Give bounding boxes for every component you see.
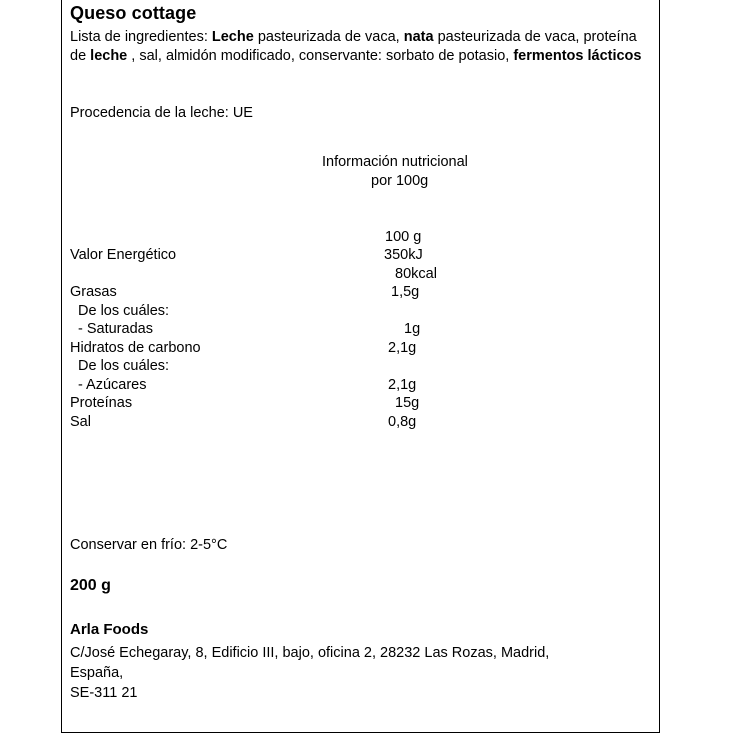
protein-label: Proteínas bbox=[70, 395, 133, 411]
ingredient-text: , sal, almidón modificado, conservante: sorbato de potasio, bbox=[127, 48, 514, 64]
energy-kcal-value: 80kcal bbox=[395, 266, 437, 282]
saturated-value: 1g bbox=[404, 321, 421, 337]
nutrition-subheader: por 100g bbox=[371, 173, 429, 189]
address-line: España, bbox=[70, 665, 124, 681]
nutrition-header: Información nutricional bbox=[322, 154, 468, 170]
ingredients-label: Lista de ingredientes: bbox=[70, 29, 212, 45]
fat-of-which-label: De los cuáles: bbox=[78, 303, 170, 319]
nutrition-column-header: 100 g bbox=[385, 229, 422, 245]
salt-label: Sal bbox=[70, 414, 91, 430]
milk-origin: Procedencia de la leche: UE bbox=[70, 105, 253, 121]
energy-label: Valor Energético bbox=[70, 247, 177, 263]
carbs-of-which-label: De los cuáles: bbox=[78, 358, 170, 374]
ingredients-list bbox=[70, 28, 650, 66]
energy-kj-value: 350kJ bbox=[384, 247, 423, 263]
ingredient-milk-protein: leche bbox=[90, 48, 128, 64]
storage-instructions: Conservar en frío: 2-5°C bbox=[70, 537, 228, 553]
company-address bbox=[70, 643, 630, 703]
protein-value: 15g bbox=[395, 395, 420, 411]
address-line: C/José Echegaray, 8, Edificio III, bajo, oficina 2, 28232 Las Rozas, Madrid, bbox=[70, 645, 550, 661]
product-title: Queso cottage bbox=[70, 3, 197, 23]
salt-value: 0,8g bbox=[388, 414, 417, 430]
carbs-value: 2,1g bbox=[388, 340, 417, 356]
net-weight: 200 g bbox=[70, 577, 111, 594]
ingredient-text: pasteurizada de vaca, proteína de bbox=[70, 29, 637, 64]
company-name: Arla Foods bbox=[70, 621, 149, 638]
sugars-label: - Azúcares bbox=[78, 377, 147, 393]
fat-value: 1,5g bbox=[391, 284, 420, 300]
ingredient-cultures: fermentos lácticos bbox=[513, 48, 642, 64]
ingredient-milk: Leche bbox=[211, 29, 254, 45]
sugars-value: 2,1g bbox=[388, 377, 417, 393]
fat-label: Grasas bbox=[70, 284, 117, 300]
address-line: SE-311 21 bbox=[70, 685, 138, 701]
carbs-label: Hidratos de carbono bbox=[70, 340, 201, 356]
saturated-label: - Saturadas bbox=[78, 321, 153, 337]
ingredient-text: pasteurizada de vaca, bbox=[253, 29, 404, 45]
ingredient-cream: nata bbox=[403, 29, 434, 45]
